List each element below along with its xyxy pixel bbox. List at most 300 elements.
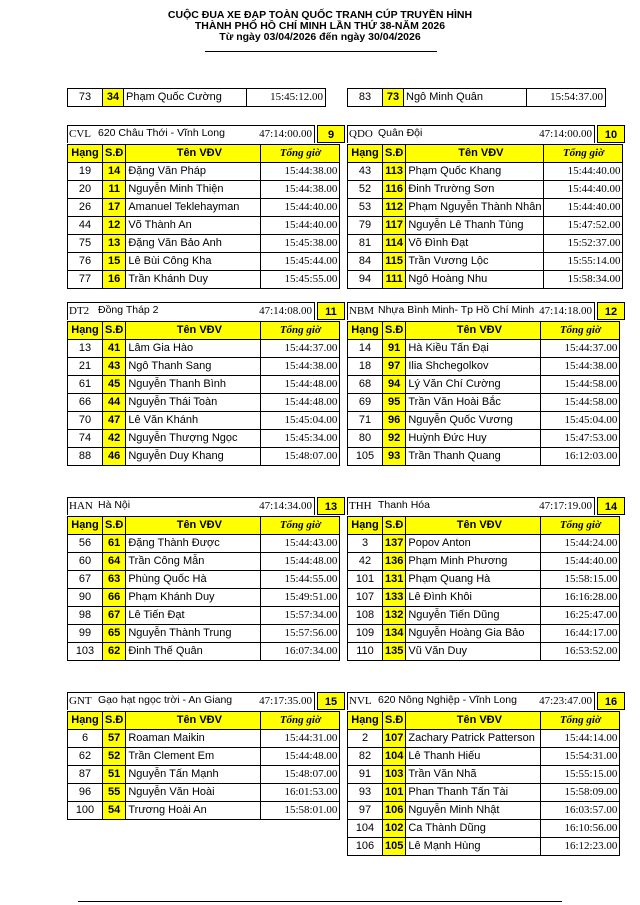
table-header-row (348, 322, 620, 340)
rider-time: 15:48:07.00 (261, 766, 340, 784)
rider-bib: 15 (103, 253, 126, 271)
col-rank-header: Hạng (68, 712, 103, 730)
rider-bib: 11 (103, 181, 126, 199)
table-row (348, 589, 620, 607)
table-row (68, 535, 340, 553)
table-row (68, 748, 340, 766)
rider-name: Lý Văn Chí Cường (406, 376, 541, 394)
top-table (67, 88, 326, 107)
rider-time: 15:48:07.00 (261, 448, 340, 466)
col-rank-header: Hạng (348, 145, 383, 163)
rider-bib: 42 (103, 430, 126, 448)
rider-rank: 107 (348, 589, 383, 607)
rider-time: 15:44:48.00 (261, 376, 340, 394)
rider-rank: 93 (348, 784, 383, 802)
col-bib-header: S.Đ (383, 712, 406, 730)
rider-bib: 111 (383, 271, 406, 289)
rider-bib: 116 (383, 181, 406, 199)
rider-name: Vũ Văn Duy (406, 643, 541, 661)
team-block (347, 125, 623, 289)
rider-rank: 6 (68, 730, 103, 748)
rider-table (67, 144, 340, 289)
table-row (68, 571, 340, 589)
rider-rank: 14 (348, 340, 383, 358)
team-rank-badge: 15 (317, 692, 345, 710)
rider-rank: 90 (68, 589, 103, 607)
table-row (68, 394, 340, 412)
team-code: CVL (69, 128, 91, 140)
team-name: Quân Đội (378, 127, 423, 139)
col-time-header: Tổng giờ (261, 517, 340, 535)
rider-bib: 66 (103, 589, 126, 607)
rider-bib: 104 (383, 748, 406, 766)
col-time-header: Tổng giờ (541, 712, 620, 730)
table-row (348, 838, 620, 856)
rider-name: Đặng Văn Bảo Anh (126, 235, 261, 253)
table-row (68, 448, 340, 466)
rider-rank: 21 (68, 358, 103, 376)
table-row (348, 412, 620, 430)
rider-bib: 12 (103, 217, 126, 235)
team-name: Gạo hạt ngọc trời - An Giang (98, 694, 233, 706)
rider-name: Nguyễn Lê Thanh Tùng (406, 217, 544, 235)
team-block (347, 692, 620, 856)
rider-time: 15:44:38.00 (261, 163, 340, 181)
team-total-time: 47:14:34.00 (259, 500, 312, 512)
col-time-header: Tổng giờ (541, 322, 620, 340)
rider-time: 15:44:24.00 (541, 535, 620, 553)
col-name-header: Tên VĐV (126, 322, 261, 340)
rider-name: Lê Văn Khánh (126, 412, 261, 430)
top-row-right (347, 88, 606, 107)
rider-bib: 132 (383, 607, 406, 625)
rider-rank: 26 (68, 199, 103, 217)
rider-name: Popov Anton (406, 535, 541, 553)
col-rank-header: Hạng (348, 517, 383, 535)
rider-name: Roaman Maikin (126, 730, 261, 748)
table-header-row (68, 322, 340, 340)
rider-rank: 81 (348, 235, 383, 253)
rider-rank: 62 (68, 748, 103, 766)
rider-rank: 18 (348, 358, 383, 376)
rider-rank: 43 (348, 163, 383, 181)
team-total-time: 47:17:35.00 (259, 695, 312, 707)
rider-time: 15:55:14.00 (544, 253, 623, 271)
table-row (348, 820, 620, 838)
rider-table (347, 711, 620, 856)
team-total-time: 47:14:00.00 (539, 128, 592, 140)
rider-time: 16:12:23.00 (541, 838, 620, 856)
rider-name: Lâm Gia Hào (126, 340, 261, 358)
rider-time: 15:58:34.00 (544, 271, 623, 289)
rider-table (347, 144, 623, 289)
rider-time: 16:25:47.00 (541, 607, 620, 625)
team-name: Đồng Tháp 2 (98, 304, 159, 316)
top-table (347, 88, 606, 107)
table-row (68, 553, 340, 571)
rider-bib: 16 (103, 271, 126, 289)
rider-name: Trần Vương Lộc (406, 253, 544, 271)
team-code: NBM (349, 305, 375, 317)
team-header (67, 497, 340, 516)
rider-time: 15:44:38.00 (261, 181, 340, 199)
rider-table (347, 516, 620, 661)
rider-name: Hà Kiều Tấn Đại (406, 340, 541, 358)
table-row (68, 340, 340, 358)
rider-time: 15:44:40.00 (541, 553, 620, 571)
table-row (348, 235, 623, 253)
rider-time: 15:44:37.00 (261, 340, 340, 358)
rider-name: Đặng Thành Được (126, 535, 261, 553)
rider-time: 15:44:31.00 (261, 730, 340, 748)
rider-time: 15:45:44.00 (261, 253, 340, 271)
rider-name: Lê Đình Khôi (406, 589, 541, 607)
team-total-time: 47:23:47.00 (539, 695, 592, 707)
rider-name: Phạm Quốc Cường (124, 89, 247, 107)
team-block (67, 497, 340, 661)
team-code: HAN (69, 500, 93, 512)
rider-bib: 17 (103, 199, 126, 217)
rider-name: Phạm Quốc Khang (406, 163, 544, 181)
team-header (67, 692, 340, 711)
rider-time: 16:01:53.00 (261, 784, 340, 802)
rider-bib: 64 (103, 553, 126, 571)
rider-time: 15:58:15.00 (541, 571, 620, 589)
rider-rank: 74 (68, 430, 103, 448)
rider-name: Trần Khánh Duy (126, 271, 261, 289)
rider-bib: 106 (383, 802, 406, 820)
rider-rank: 94 (348, 271, 383, 289)
rider-time: 15:49:51.00 (261, 589, 340, 607)
rider-bib: 54 (103, 802, 126, 820)
rider-time: 15:44:37.00 (541, 340, 620, 358)
rider-time: 15:45:38.00 (261, 235, 340, 253)
col-time-header: Tổng giờ (261, 712, 340, 730)
rider-bib: 67 (103, 607, 126, 625)
rider-time: 15:54:37.00 (527, 89, 606, 107)
rider-name: Đinh Thế Quân (126, 643, 261, 661)
rider-name: Phạm Khánh Duy (126, 589, 261, 607)
rider-rank: 83 (348, 89, 383, 107)
rider-name: Trần Clement Em (126, 748, 261, 766)
rider-bib: 114 (383, 235, 406, 253)
rider-rank: 88 (68, 448, 103, 466)
rider-time: 16:44:17.00 (541, 625, 620, 643)
rider-bib: 34 (103, 89, 124, 107)
rider-rank: 70 (68, 412, 103, 430)
team-header (347, 125, 623, 144)
rider-time: 15:44:48.00 (261, 394, 340, 412)
rider-name: Ngô Minh Quân (404, 89, 527, 107)
rider-name: Ilia Shchegolkov (406, 358, 541, 376)
rider-name: Ca Thành Dũng (406, 820, 541, 838)
rider-bib: 134 (383, 625, 406, 643)
rider-rank: 52 (348, 181, 383, 199)
rider-rank: 60 (68, 553, 103, 571)
rider-bib: 63 (103, 571, 126, 589)
rider-bib: 97 (383, 358, 406, 376)
table-row (348, 730, 620, 748)
footer-divider (78, 901, 562, 902)
rider-bib: 55 (103, 784, 126, 802)
rider-bib: 13 (103, 235, 126, 253)
rider-rank: 100 (68, 802, 103, 820)
rider-table (347, 321, 620, 466)
rider-name: Lê Thanh Hiếu (406, 748, 541, 766)
rider-name: Ngô Hoàng Nhu (406, 271, 544, 289)
rider-time: 15:52:37.00 (544, 235, 623, 253)
rider-bib: 107 (383, 730, 406, 748)
table-row (348, 253, 623, 271)
table-row (68, 181, 340, 199)
rider-rank: 91 (348, 766, 383, 784)
rider-time: 15:44:55.00 (261, 571, 340, 589)
rider-bib: 65 (103, 625, 126, 643)
table-row (68, 730, 340, 748)
rider-rank: 69 (348, 394, 383, 412)
table-row (348, 89, 606, 107)
rider-bib: 47 (103, 412, 126, 430)
table-row (348, 217, 623, 235)
rider-time: 15:47:52.00 (544, 217, 623, 235)
team-rank-badge: 14 (597, 497, 625, 515)
rider-name: Nguyễn Thượng Ngọc (126, 430, 261, 448)
rider-name: Nguyễn Quốc Vương (406, 412, 541, 430)
team-name: Hà Nội (98, 499, 131, 511)
team-total-time: 47:14:08.00 (259, 305, 312, 317)
rider-name: Nguyễn Minh Nhật (406, 802, 541, 820)
rider-time: 15:44:43.00 (261, 535, 340, 553)
rider-time: 16:12:03.00 (541, 448, 620, 466)
rider-name: Ngô Thanh Sang (126, 358, 261, 376)
rider-rank: 108 (348, 607, 383, 625)
table-row (348, 376, 620, 394)
rider-name: Lê Mạnh Hùng (406, 838, 541, 856)
rider-name: Lê Bùi Công Kha (126, 253, 261, 271)
team-block (67, 125, 340, 289)
table-header-row (68, 145, 340, 163)
rider-time: 16:53:52.00 (541, 643, 620, 661)
rider-bib: 44 (103, 394, 126, 412)
rider-bib: 135 (383, 643, 406, 661)
team-code: QDO (349, 128, 373, 140)
table-row (68, 412, 340, 430)
rider-time: 15:58:09.00 (541, 784, 620, 802)
team-code: GNT (69, 695, 92, 707)
table-header-row (68, 517, 340, 535)
table-row (68, 766, 340, 784)
rider-name: Võ Thành An (126, 217, 261, 235)
rider-time: 16:16:28.00 (541, 589, 620, 607)
col-time-header: Tổng giờ (544, 145, 623, 163)
rider-name: Trương Hoài An (126, 802, 261, 820)
rider-name: Nguyễn Hoàng Gia Bảo (406, 625, 541, 643)
table-row (348, 766, 620, 784)
rider-name: Lê Tiến Đạt (126, 607, 261, 625)
col-time-header: Tổng giờ (261, 322, 340, 340)
table-row (68, 376, 340, 394)
rider-bib: 133 (383, 589, 406, 607)
rider-table (67, 321, 340, 466)
rider-name: Trần Văn Nhã (406, 766, 541, 784)
team-header (67, 302, 340, 321)
rider-bib: 73 (383, 89, 404, 107)
col-name-header: Tên VĐV (406, 517, 541, 535)
rider-time: 15:45:34.00 (261, 430, 340, 448)
rider-bib: 113 (383, 163, 406, 181)
col-name-header: Tên VĐV (126, 145, 261, 163)
rider-name: Nguyễn Minh Thiện (126, 181, 261, 199)
col-bib-header: S.Đ (103, 712, 126, 730)
rider-name: Trần Thanh Quang (406, 448, 541, 466)
table-row (348, 625, 620, 643)
rider-time: 15:44:38.00 (541, 358, 620, 376)
team-total-time: 47:17:19.00 (539, 500, 592, 512)
rider-bib: 92 (383, 430, 406, 448)
rider-name: Trần Công Mẫn (126, 553, 261, 571)
rider-time: 15:45:04.00 (261, 412, 340, 430)
rider-rank: 67 (68, 571, 103, 589)
rider-time: 15:44:40.00 (261, 199, 340, 217)
team-code: DT2 (69, 305, 90, 317)
team-code: THH (349, 500, 372, 512)
rider-time: 15:57:34.00 (261, 607, 340, 625)
rider-rank: 80 (348, 430, 383, 448)
table-row (68, 217, 340, 235)
rider-bib: 46 (103, 448, 126, 466)
rider-name: Đinh Trường Sơn (406, 181, 544, 199)
rider-bib: 105 (383, 838, 406, 856)
rider-rank: 87 (68, 766, 103, 784)
team-rank-badge: 9 (317, 125, 345, 143)
col-bib-header: S.Đ (103, 145, 126, 163)
rider-time: 15:44:40.00 (544, 199, 623, 217)
rider-bib: 101 (383, 784, 406, 802)
team-rank-badge: 13 (317, 497, 345, 515)
rider-time: 15:45:55.00 (261, 271, 340, 289)
rider-name: Amanuel Teklehayman (126, 199, 261, 217)
rider-time: 15:44:40.00 (261, 217, 340, 235)
rider-name: Nguyễn Tấn Mạnh (126, 766, 261, 784)
col-time-header: Tổng giờ (541, 517, 620, 535)
team-header (67, 125, 340, 144)
rider-time: 15:55:15.00 (541, 766, 620, 784)
table-header-row (348, 517, 620, 535)
rider-bib: 14 (103, 163, 126, 181)
team-rank-badge: 12 (597, 302, 625, 320)
col-rank-header: Hạng (68, 517, 103, 535)
rider-bib: 102 (383, 820, 406, 838)
rider-time: 16:07:34.00 (261, 643, 340, 661)
rider-time: 15:44:40.00 (544, 181, 623, 199)
rider-bib: 43 (103, 358, 126, 376)
team-name: 620 Châu Thới - Vĩnh Long (98, 127, 225, 139)
col-bib-header: S.Đ (103, 517, 126, 535)
col-name-header: Tên VĐV (406, 322, 541, 340)
rider-rank: 77 (68, 271, 103, 289)
rider-name: Phạm Minh Phương (406, 553, 541, 571)
rider-name: Nguyễn Thành Trung (126, 625, 261, 643)
rider-bib: 137 (383, 535, 406, 553)
team-block (67, 302, 340, 466)
col-rank-header: Hạng (348, 322, 383, 340)
table-row (348, 553, 620, 571)
table-row (348, 748, 620, 766)
table-row (348, 394, 620, 412)
table-row (68, 643, 340, 661)
table-row (348, 571, 620, 589)
team-block (347, 302, 620, 466)
team-rank-badge: 10 (597, 125, 625, 143)
rider-rank: 13 (68, 340, 103, 358)
team-header (347, 497, 620, 516)
rider-name: Nguyễn Văn Hoài (126, 784, 261, 802)
table-row (68, 199, 340, 217)
table-row (348, 271, 623, 289)
rider-rank: 106 (348, 838, 383, 856)
header-line-3: Từ ngày 03/04/2026 đến ngày 30/04/2026 (219, 31, 421, 43)
rider-name: Zachary Patrick Patterson (406, 730, 541, 748)
team-header (347, 302, 620, 321)
rider-name: Phạm Nguyễn Thành Nhân (406, 199, 544, 217)
rider-rank: 99 (68, 625, 103, 643)
team-total-time: 47:14:00.00 (259, 128, 312, 140)
rider-rank: 75 (68, 235, 103, 253)
rider-bib: 45 (103, 376, 126, 394)
rider-bib: 57 (103, 730, 126, 748)
rider-rank: 79 (348, 217, 383, 235)
rider-bib: 41 (103, 340, 126, 358)
rider-rank: 3 (348, 535, 383, 553)
rider-time: 15:45:12.00 (247, 89, 326, 107)
rider-rank: 82 (348, 748, 383, 766)
table-row (348, 181, 623, 199)
rider-name: Nguyễn Thanh Bình (126, 376, 261, 394)
table-row (348, 607, 620, 625)
table-row (68, 589, 340, 607)
table-row (68, 625, 340, 643)
team-block (347, 497, 620, 661)
rider-rank: 73 (68, 89, 103, 107)
rider-name: Nguyễn Duy Khang (126, 448, 261, 466)
col-rank-header: Hạng (68, 322, 103, 340)
rider-rank: 66 (68, 394, 103, 412)
rider-rank: 105 (348, 448, 383, 466)
team-header (347, 692, 620, 711)
col-name-header: Tên VĐV (126, 517, 261, 535)
table-row (68, 271, 340, 289)
rider-time: 15:44:14.00 (541, 730, 620, 748)
rider-name: Phùng Quốc Hà (126, 571, 261, 589)
rider-rank: 44 (68, 217, 103, 235)
rider-bib: 103 (383, 766, 406, 784)
rider-rank: 56 (68, 535, 103, 553)
rider-time: 15:44:58.00 (541, 394, 620, 412)
team-rank-badge: 11 (317, 302, 345, 320)
rider-rank: 2 (348, 730, 383, 748)
rider-time: 16:10:56.00 (541, 820, 620, 838)
rider-rank: 96 (68, 784, 103, 802)
rider-table (67, 516, 340, 661)
header-line-2: THÀNH PHỐ HỒ CHÍ MINH LẦN THỨ 38-NĂM 2026 (194, 20, 446, 32)
rider-bib: 115 (383, 253, 406, 271)
rider-rank: 19 (68, 163, 103, 181)
rider-bib: 117 (383, 217, 406, 235)
rider-time: 15:44:40.00 (544, 163, 623, 181)
rider-rank: 84 (348, 253, 383, 271)
rider-rank: 53 (348, 199, 383, 217)
rider-table (67, 711, 340, 820)
